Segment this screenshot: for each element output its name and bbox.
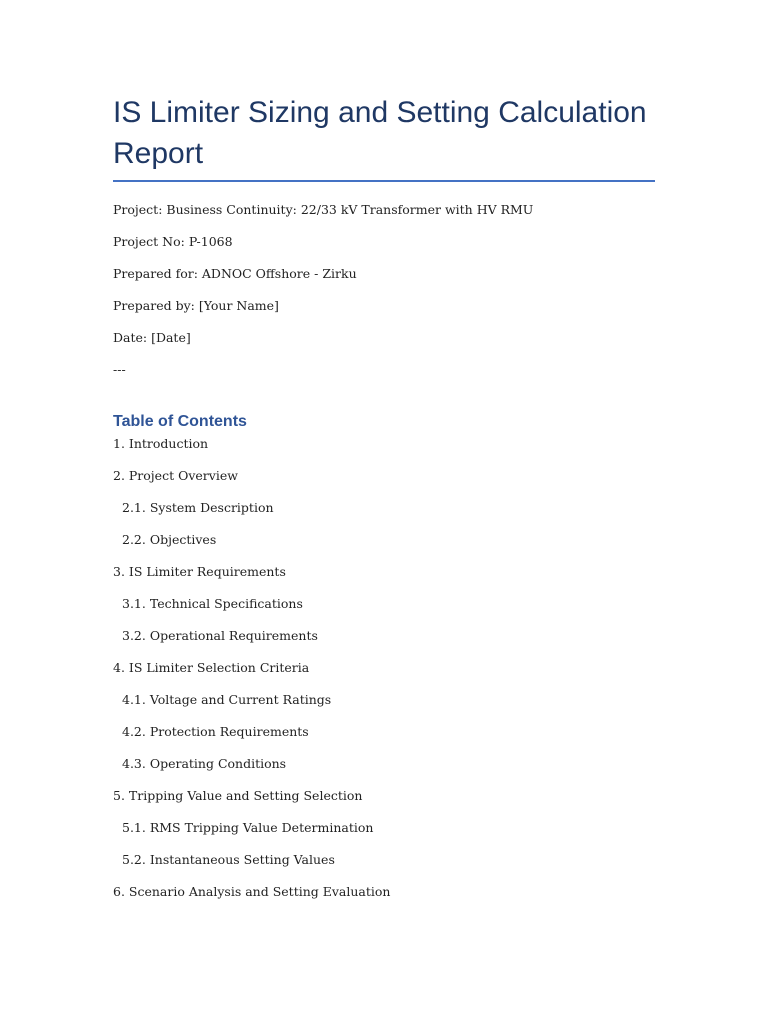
toc-subitem: 4.1. Voltage and Current Ratings bbox=[122, 692, 332, 707]
toc-item: 5. Tripping Value and Setting Selection bbox=[113, 788, 363, 803]
toc-item: 6. Scenario Analysis and Setting Evaluation bbox=[113, 884, 391, 899]
toc-item: 2. Project Overview bbox=[113, 468, 238, 483]
toc-subitem: 3.2. Operational Requirements bbox=[122, 628, 318, 643]
meta-date: Date: [Date] bbox=[113, 330, 191, 345]
document-meta bbox=[113, 201, 655, 393]
toc-subitem: 5.2. Instantaneous Setting Values bbox=[122, 852, 335, 867]
toc-subitem: 4.2. Protection Requirements bbox=[122, 724, 309, 739]
toc-subitem: 2.1. System Description bbox=[122, 500, 274, 515]
toc-item: 1. Introduction bbox=[113, 436, 209, 451]
document-page bbox=[113, 92, 655, 915]
meta-separator: --- bbox=[113, 362, 126, 377]
toc-item: 3. IS Limiter Requirements bbox=[113, 564, 286, 579]
meta-prepared-by: Prepared by: [Your Name] bbox=[113, 298, 279, 313]
toc-item: 4. IS Limiter Selection Criteria bbox=[113, 660, 310, 675]
meta-prepared-for: Prepared for: ADNOC Offshore - Zirku bbox=[113, 266, 357, 281]
toc-subitem: 2.2. Objectives bbox=[122, 532, 217, 547]
document-title: IS Limiter Sizing and Setting Calculation Report bbox=[113, 96, 647, 170]
toc-subitem: 5.1. RMS Tripping Value Determination bbox=[122, 820, 374, 835]
meta-project-number: Project No: P-1068 bbox=[113, 234, 233, 249]
meta-project: Project: Business Continuity: 22/33 kV Transformer with HV RMU bbox=[113, 202, 534, 217]
toc-subitem: 4.3. Operating Conditions bbox=[122, 756, 287, 771]
toc-subitem: 3.1. Technical Specifications bbox=[122, 596, 303, 611]
title-underline bbox=[113, 180, 655, 182]
toc-heading: Table of Contents bbox=[113, 413, 247, 430]
toc-list bbox=[113, 435, 655, 915]
